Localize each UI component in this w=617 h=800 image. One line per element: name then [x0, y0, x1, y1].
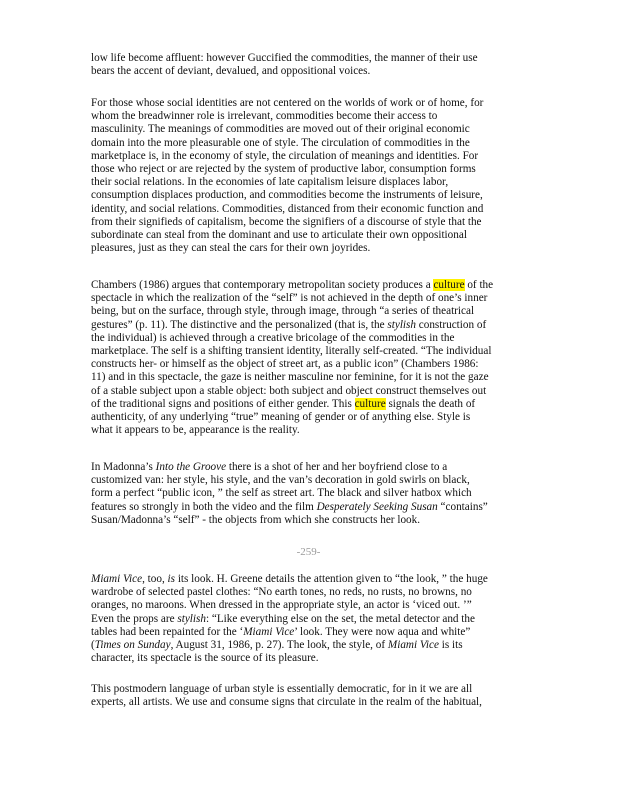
text-line: For those whose social identities are not centered on the worlds of work or of home, for [91, 97, 484, 109]
text-line: character, its spectacle is the source of its pleasure. [91, 652, 319, 665]
text-line: of a stable subject upon a stable object: both subject and object construct themselves out [91, 384, 487, 397]
text-line: being, but on the surface, through style, through image, through “a series of theatrical [91, 305, 475, 318]
page-number: -259- [296, 546, 321, 558]
text-line: the individual) is achieved through a creative bricolage of the commodities in the [91, 331, 455, 344]
text-line: consumption displaces production, and commodities become the instruments of leisure, [91, 189, 483, 202]
text-line: identity, and social relations. Commodities, distanced from their economic function and [91, 202, 484, 215]
text-line: low life become affluent: however Guccified the commodities, the manner of their use [91, 52, 478, 64]
text-line: oranges, no maroons. When dressed in the appropriate style, an actor is ‘viced out. ’” [91, 599, 472, 612]
text-line: wardrobe of selected pastel clothes: “No earth tones, no reds, no rusts, no browns, no [91, 586, 472, 599]
text-line: form a perfect “public icon, ” the self as street art. The black and silver hatbox which [91, 487, 472, 500]
text-line: This postmodern language of urban style is essentially democratic, for in it we are all [91, 683, 473, 695]
text-line: domain into the more pleasurable one of style. The circulation of commodities in the [91, 136, 470, 149]
text-line: pleasures, just as they can steal the cars for their own joyrides. [91, 242, 371, 255]
text-line: In Madonna’s Into the Groove there is a shot of her and her boyfriend close to a [91, 461, 448, 473]
text-line: constructs her- or himself as the object of street art, as a public icon” (Chambers 1986: [91, 358, 479, 371]
text-line: those who reject or are rejected by the system of productive labor, consumption forms [91, 163, 476, 176]
text-line: of the traditional signs and positions of either gender. This culture signals the death of [91, 397, 476, 410]
paragraph-3 [91, 279, 533, 437]
text-line: Even the props are stylish: “Like everything else on the set, the metal detector and the [91, 612, 475, 625]
text-line: tables had been repainted for the ‘Miami Vice’ look. They were now aqua and white” [91, 625, 471, 638]
text-line: Chambers (1986) argues that contemporary metropolitan society produces a culture of the [91, 279, 494, 291]
text-line: bears the accent of deviant, devalued, and oppositional voices. [91, 65, 371, 78]
text-line: Miami Vice, too, is its look. H. Greene details the attention given to “the look, ” the huge [91, 573, 488, 585]
text-line: subordinate can steal from the dominant and use to articulate their own oppositional [91, 229, 467, 242]
text-line: 11) and in this spectacle, the gaze is neither masculine nor feminine, for it is not the gaze [91, 371, 489, 384]
text-line: whom the breadwinner role is irrelevant, commodities become their access to [91, 110, 438, 123]
paragraph-6 [91, 683, 533, 709]
text-line: authenticity, of any underlying “true” meaning of gender or of anything else. Style is [91, 411, 471, 424]
text-line: features so strongly in both the video and the film Desperately Seeking Susan “contains” [91, 500, 488, 513]
paragraph-5 [91, 573, 533, 665]
text-line: masculinity. The meanings of commodities are moved out of their original economic [91, 123, 470, 136]
text-line: (Times on Sunday, August 31, 1986, p. 27). The look, the style, of Miami Vice is its [91, 639, 463, 652]
text-line: gestures” (p. 11). The distinctive and the personalized (that is, the stylish construction of [91, 318, 487, 331]
text-line: marketplace. The self is a shifting transient identity, literally self-created. “The individual [91, 345, 492, 358]
text-line: what it appears to be, appearance is the reality. [91, 424, 300, 437]
text-line: from their signifieds of capitalism, become the signifiers of a discourse of style that the [91, 215, 482, 228]
text-line: their social relations. In the economies of late capitalism leisure displaces labor, [91, 176, 449, 189]
text-line: Susan/Madonna’s “self” - the objects from which she constructs her look. [91, 513, 421, 526]
paragraph-1 [91, 52, 533, 78]
text-line: spectacle in which the realization of the “self” is not achieved in the depth of one’s inner [91, 292, 488, 305]
text-line: customized van: her style, his style, and the van’s decoration in gold swirls on black, [91, 474, 470, 487]
paragraph-2 [91, 97, 533, 255]
text-line: experts, all artists. We use and consume signs that circulate in the realm of the habitual, [91, 696, 482, 709]
paragraph-4 [91, 461, 533, 527]
text-line: marketplace is, in the economy of style, the circulation of meanings and identities. For [91, 149, 479, 162]
